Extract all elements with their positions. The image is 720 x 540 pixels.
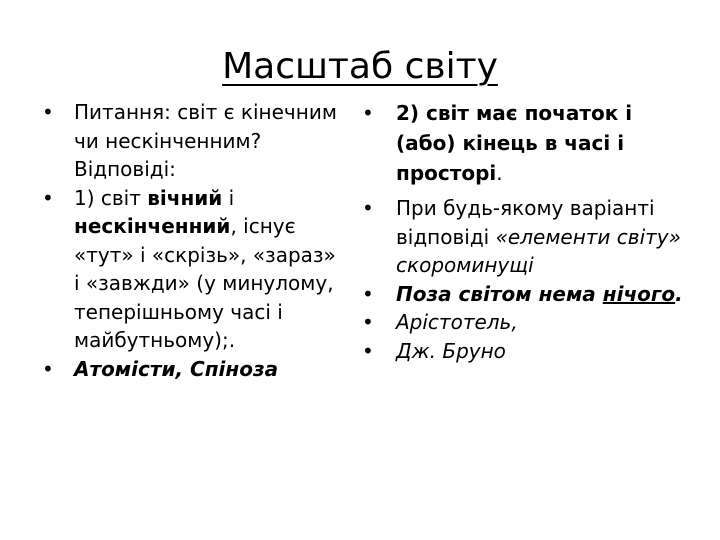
answer-1-text: [74, 186, 336, 353]
any-answer-italic: «елементи світу» скороминущі: [396, 224, 681, 277]
left-column: [40, 98, 340, 383]
bullet-icon: •: [362, 281, 374, 306]
slide-title: Масштаб світу: [222, 46, 498, 87]
answer-2-tail: .: [496, 161, 503, 185]
bullet-icon: •: [362, 101, 374, 125]
beyond-world-text: [396, 282, 683, 306]
bullet-icon: •: [42, 356, 54, 381]
left-bullet-atomists: [40, 355, 340, 384]
answer-1-part-1: 1) світ: [74, 185, 148, 210]
answer-2-bold: 2) світ має початок і (або) кінець в часі і просторі: [396, 101, 633, 185]
answer-1-part-5: , існує «тут» і «скрізь», «зараз» і «завжди» (у минулому, теперішньому часі і майбутньому);.: [74, 214, 336, 352]
any-answer-plain: При будь-якому варіанті відповіді: [396, 196, 655, 249]
beyond-world-part-1: Поза світом нема: [396, 281, 603, 306]
right-bullet-aristotle: [360, 308, 690, 337]
bruno-text: Дж. Бруно: [396, 338, 506, 363]
right-bullet-any-answer: [360, 194, 690, 280]
right-bullet-bruno: [360, 337, 690, 366]
question-text: Питання: світ є кінечним чи нескінченним? Відповіді:: [74, 100, 337, 181]
beyond-world-nothing: нічого: [602, 281, 676, 306]
atomists-spinoza-text: Атомісти, Спіноза: [74, 356, 279, 381]
right-column: [360, 98, 690, 365]
answer-2-text: [396, 101, 632, 185]
bullet-icon: •: [42, 185, 54, 210]
right-bullet-answer-2: [360, 98, 690, 188]
bullet-icon: •: [362, 338, 374, 363]
right-bullet-beyond-world: [360, 280, 690, 309]
left-bullet-list: [40, 98, 340, 383]
bullet-icon: •: [362, 310, 374, 334]
bullet-icon: •: [362, 196, 374, 220]
aristotle-text: Арістотель,: [396, 310, 518, 334]
answer-1-eternal: вічний: [147, 185, 223, 210]
left-bullet-answer-1: [40, 184, 340, 355]
any-answer-text: [396, 196, 681, 277]
right-bullet-list: [360, 98, 690, 365]
answer-1-infinite: нескінченний: [74, 214, 231, 238]
beyond-world-part-3: .: [675, 281, 683, 306]
left-bullet-question: [40, 98, 340, 184]
answer-1-part-3: і: [222, 185, 235, 210]
bullet-icon: •: [42, 100, 54, 124]
